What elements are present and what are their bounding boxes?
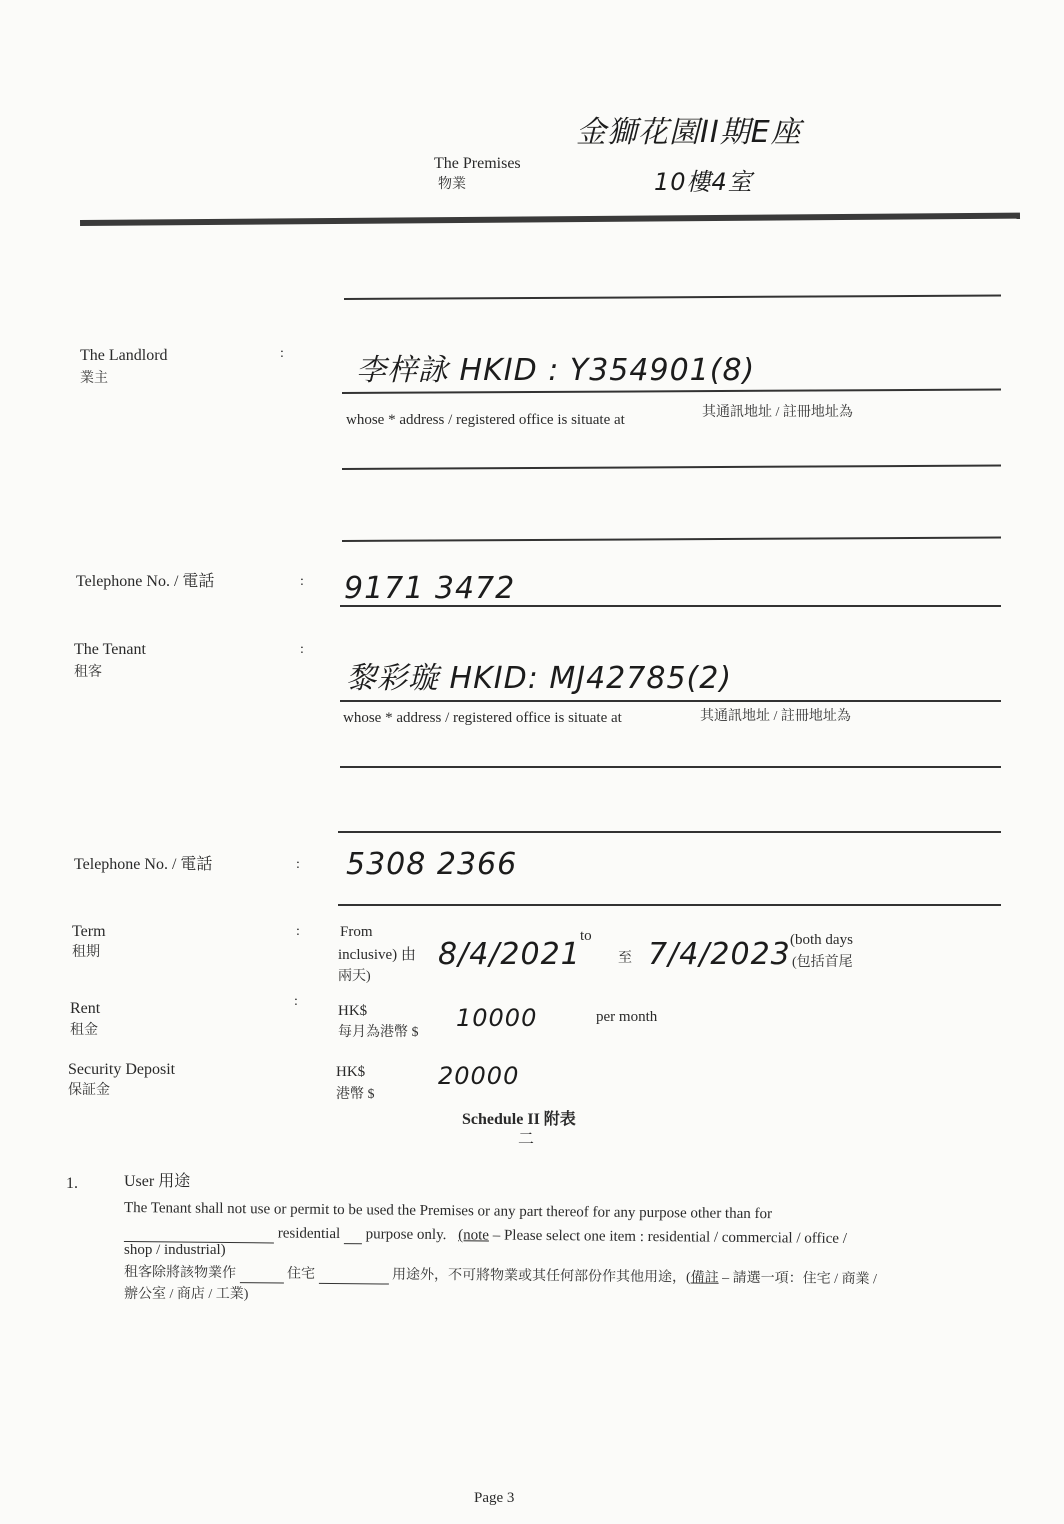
tenant-address-line-1	[340, 766, 1001, 768]
premises-value-line1: 金獅花園II期E座	[576, 115, 802, 150]
clause-zh-mid: 住宅	[286, 1266, 316, 1282]
clause-purpose-only: purpose only.	[365, 1226, 447, 1244]
tenant-address-note: whose * address / registered office is situate at	[343, 710, 622, 726]
landlord-top-line	[344, 295, 1001, 300]
tenant-label: The Tenant	[74, 641, 146, 658]
term-liangtian: 兩天)	[338, 969, 371, 984]
term-from-label: From	[340, 924, 373, 940]
clause-line2	[124, 1222, 847, 1249]
term-zhi: 至	[618, 951, 632, 966]
term-baokuo: (包括首尾	[792, 955, 853, 970]
deposit-currency-zh: 港幣 $	[336, 1087, 375, 1102]
premises-value-line2: 10樓4室	[654, 168, 753, 196]
tenant-phone-label: Telephone No. / 電話	[74, 856, 213, 873]
clause-zh-blank-1	[239, 1282, 283, 1283]
tenant-address-note-zh: 其通訊地址 / 註冊地址為	[700, 709, 851, 724]
term-to-label: to	[580, 928, 592, 944]
rent-value: 10000	[456, 1004, 538, 1032]
landlord-label-zh: 業主	[80, 371, 108, 386]
clause-number: 1.	[66, 1175, 78, 1192]
premises-label: The Premises	[434, 155, 521, 172]
tenant-address-line-2	[338, 831, 1001, 833]
landlord-colon: :	[280, 346, 284, 361]
landlord-phone-line	[340, 605, 1001, 607]
deposit-currency: HK$	[336, 1064, 366, 1080]
term-both-days: (both days	[790, 932, 853, 948]
term-label-zh: 租期	[72, 945, 100, 960]
landlord-address-note: whose * address / registered office is situate at	[346, 412, 625, 428]
landlord-address-line-1	[342, 465, 1001, 470]
term-from-value: 8/4/2021	[438, 937, 581, 972]
clause-note-word: (note	[458, 1227, 490, 1244]
clause-zh-line2: 辦公室 / 商店 / 工業)	[124, 1287, 249, 1302]
landlord-phone-colon: :	[300, 574, 304, 589]
clause-line1: The Tenant shall not use or permit to be used the Premises or any part thereof for any purpose other than for	[123, 1200, 773, 1223]
clause-zh-blank-2	[318, 1283, 388, 1285]
clause-line3: shop / industrial)	[124, 1242, 226, 1258]
clause-zh-note-rest: – 請選一項：住宅 / 商業 /	[722, 1270, 877, 1288]
term-inclusive-label: inclusive) 由	[338, 947, 416, 963]
deposit-value: 20000	[438, 1062, 520, 1090]
header-divider	[80, 213, 1020, 226]
tenant-name-line	[340, 700, 1001, 702]
rent-label: Rent	[70, 1000, 101, 1017]
rent-currency-zh: 每月為港幣 $	[338, 1025, 419, 1040]
tenant-phone-colon: :	[296, 857, 300, 872]
landlord-name-hkid: 李梓詠 HKID : Y354901(8)	[356, 353, 756, 388]
tenant-colon: :	[300, 642, 304, 657]
clause-zh-end: 用途外，不可將物業或其任何部份作其他用途，(	[391, 1267, 691, 1286]
schedule-title-zh: 二	[518, 1131, 535, 1148]
clause-note-rest: – Please select one item : residential / commercial / office /	[492, 1227, 847, 1247]
landlord-name-line	[342, 389, 1001, 394]
clause-residential: residential	[277, 1225, 341, 1243]
landlord-label: The Landlord	[80, 347, 168, 364]
deposit-label: Security Deposit	[68, 1061, 176, 1078]
landlord-address-line-2	[342, 537, 1001, 542]
landlord-address-note-zh: 其通訊地址 / 註冊地址為	[702, 405, 853, 420]
schedule-title: Schedule II 附表	[462, 1111, 576, 1128]
rent-currency: HK$	[338, 1003, 368, 1019]
premises-label-zh: 物業	[438, 177, 466, 192]
term-colon: :	[296, 924, 300, 939]
tenant-phone-line	[338, 904, 1001, 906]
term-to-value: 7/4/2023	[648, 937, 791, 972]
rent-colon: :	[294, 994, 298, 1009]
landlord-phone-value: 9171 3472	[344, 571, 516, 606]
landlord-phone-label: Telephone No. / 電話	[76, 573, 215, 590]
clause-heading: User 用途	[124, 1173, 191, 1190]
clause-zh-note: 備註	[690, 1270, 719, 1286]
rent-per-month: per month	[596, 1009, 658, 1025]
tenant-label-zh: 租客	[74, 665, 102, 680]
tenant-phone-value: 5308 2366	[346, 847, 518, 882]
tenant-name-hkid: 黎彩璇 HKID: MJ42785(2)	[346, 661, 733, 696]
term-label: Term	[72, 923, 106, 940]
rent-label-zh: 租金	[70, 1023, 98, 1038]
clause-blank-2	[344, 1243, 362, 1244]
deposit-label-zh: 保証金	[68, 1083, 110, 1098]
clause-zh-start: 租客除將該物業作	[123, 1265, 237, 1282]
page-number: Page 3	[474, 1490, 515, 1506]
